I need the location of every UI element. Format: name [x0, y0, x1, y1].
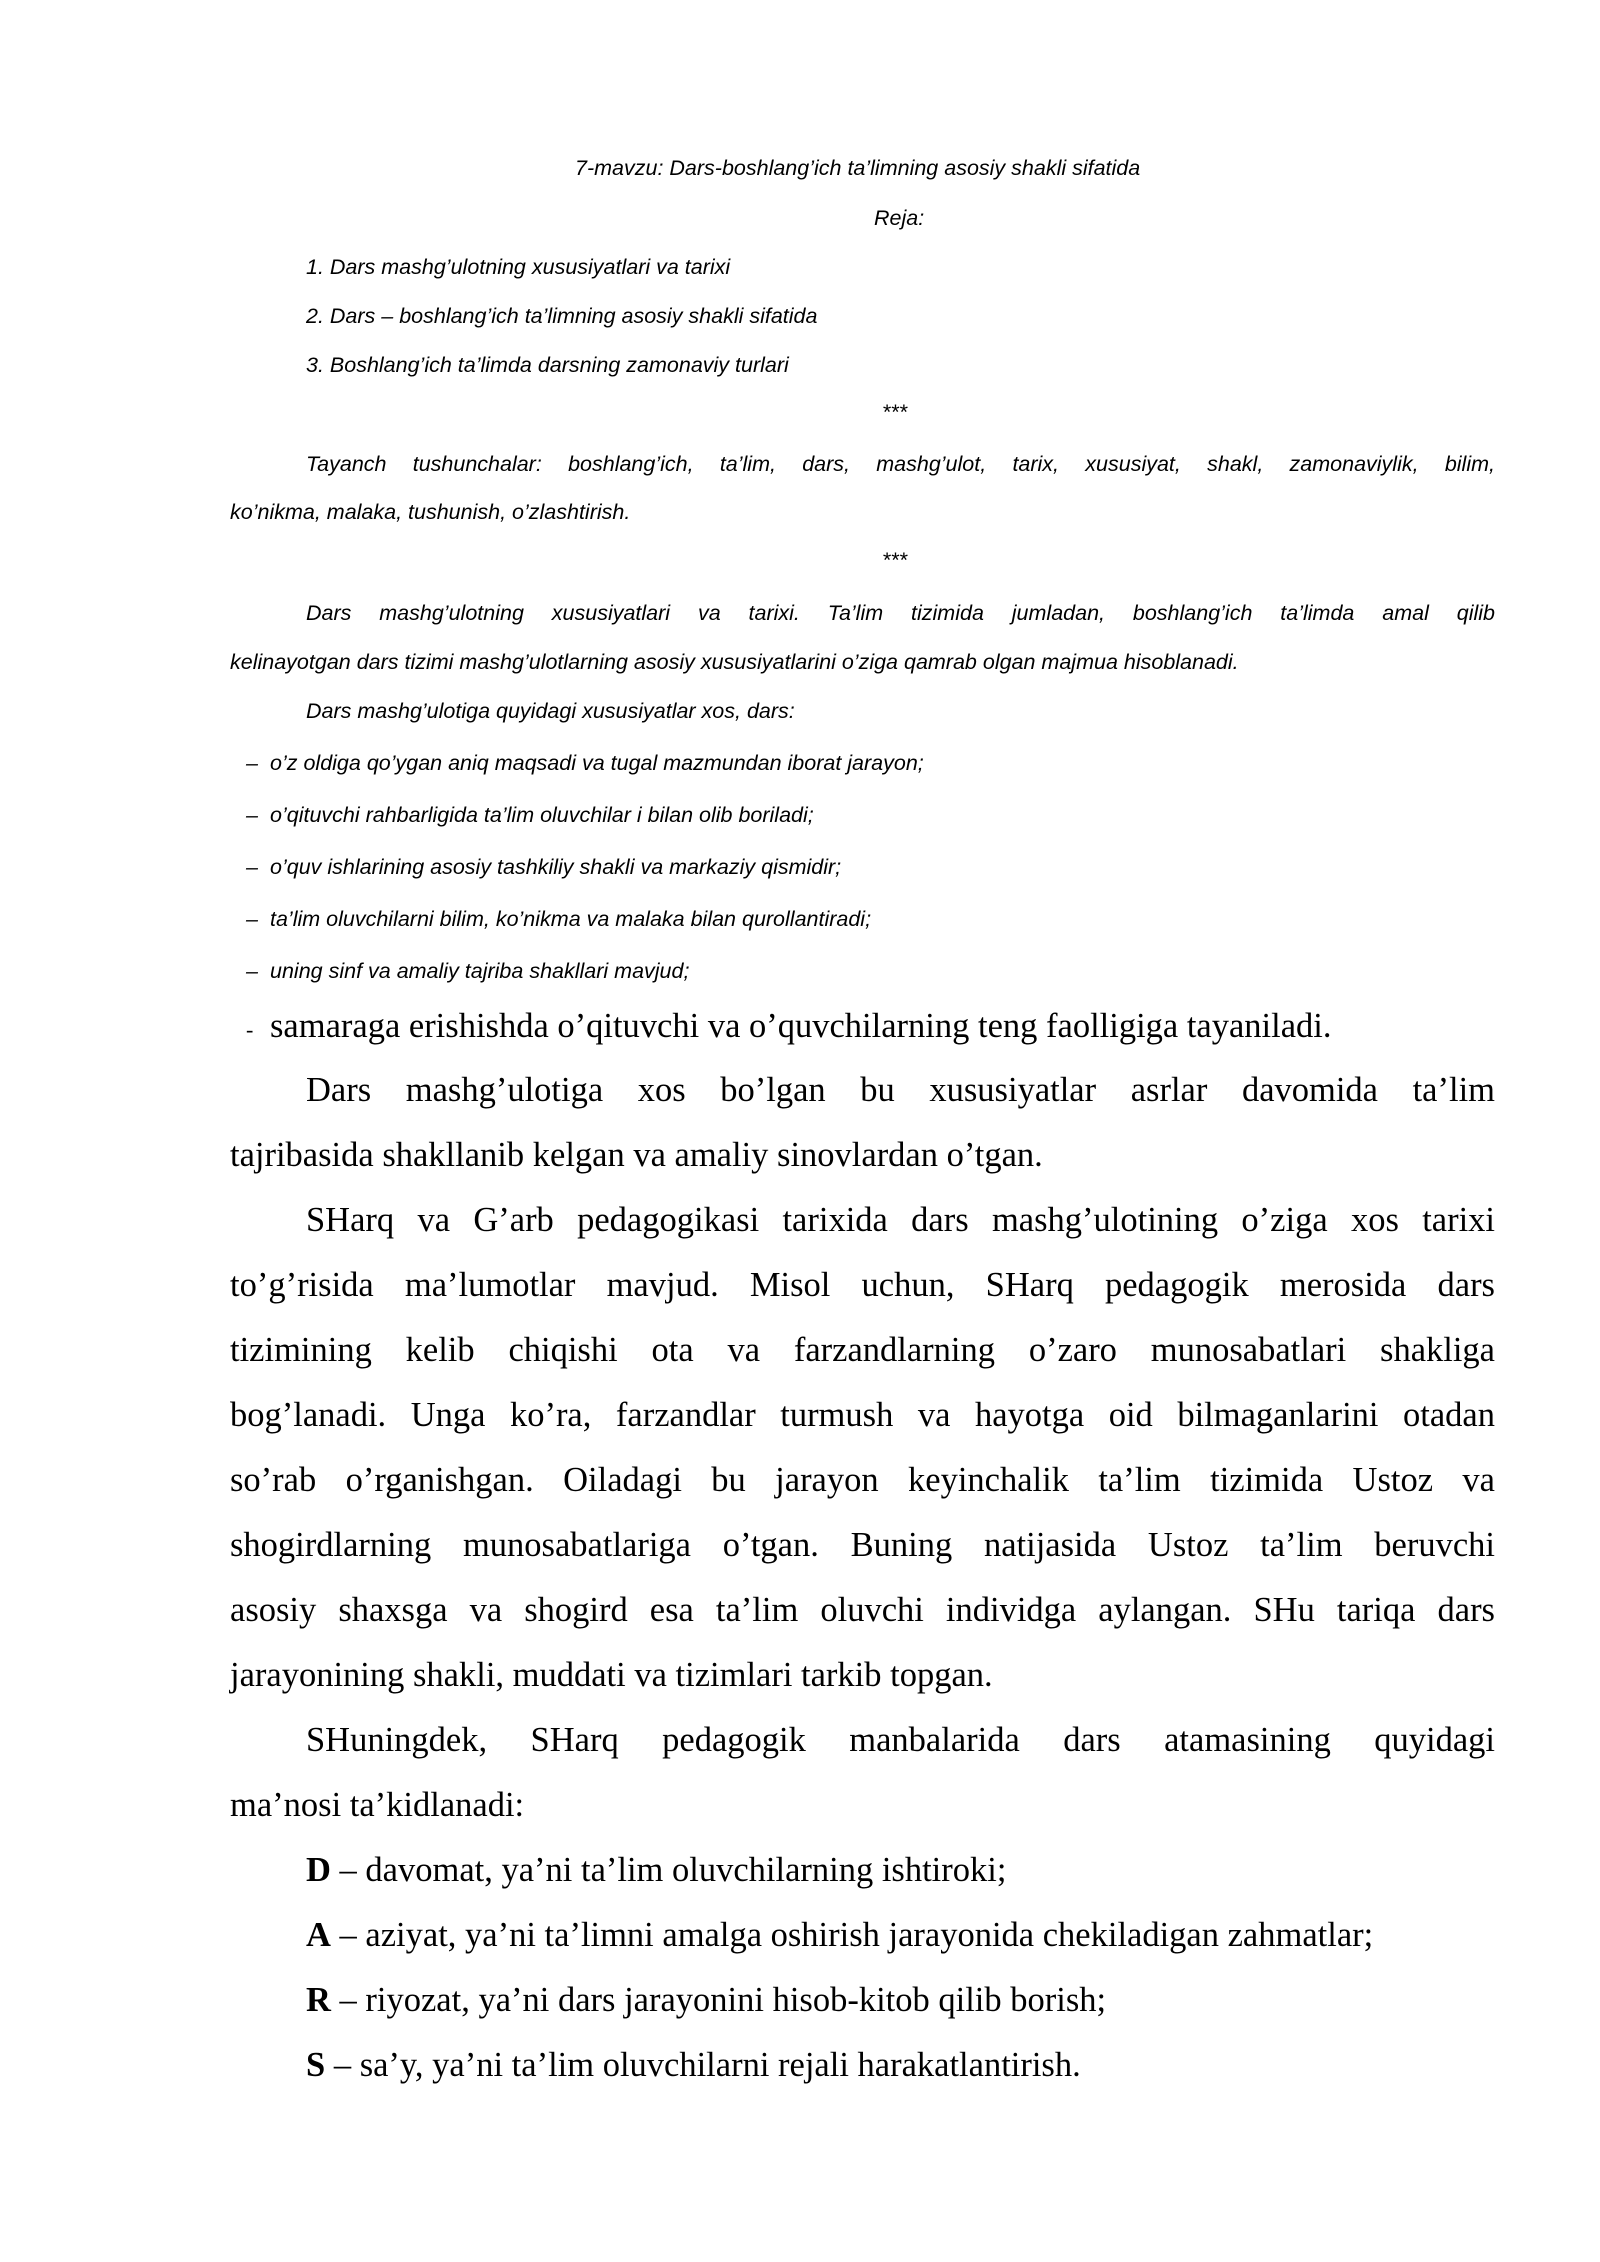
acronym-item: S – sa’y, ya’ni ta’lim oluvchilarni rejali harakatlantirish. — [306, 2046, 1081, 2084]
paragraph-line: to’g’risida ma’lumotlar mavjud. Misol uchun, SHarq pedagogik merosida dars — [230, 1266, 1495, 1304]
acronym-item: R – riyozat, ya’ni dars jarayonini hisob-kitob qilib borish; — [306, 1981, 1107, 2019]
paragraph-line: so’rab o’rganishgan. Oiladagi bu jarayon keyinchalik ta’lim tizimida Ustoz va — [230, 1461, 1495, 1499]
separator: *** — [882, 400, 908, 424]
paragraph-line: Dars mashg’ulotiga xos bo’lgan bu xususiyatlar asrlar davomida ta’lim — [306, 1071, 1495, 1109]
feature-item-last: - samaraga erishishda o’qituvchi va o’quvchilarning teng faolligiga tayaniladi. — [246, 1007, 1332, 1045]
paragraph-line: jarayonining shakli, muddati va tizimlari tarkib topgan. — [230, 1656, 993, 1694]
paragraph-line: shogirdlarning munosabatlariga o’tgan. Buning natijasida Ustoz ta’lim beruvchi — [230, 1526, 1495, 1564]
paragraph-line: SHuningdek, SHarq pedagogik manbalarida dars atamasining quyidagi — [306, 1721, 1495, 1759]
document-title: 7-mavzu: Dars-boshlang’ich ta’limning asosiy shakli sifatida — [575, 156, 1141, 180]
keywords-line: Tayanch tushunchalar: boshlang’ich, ta’lim, dars, mashg’ulot, tarix, xususiyat, shakl, zamonaviylik, bilim, — [306, 452, 1495, 476]
acronym-item: D – davomat, ya’ni ta’lim oluvchilarning ishtiroki; — [306, 1851, 1007, 1889]
feature-item: – uning sinf va amaliy tajriba shakllari mavjud; — [246, 959, 690, 983]
features-intro: Dars mashg’ulotiga quyidagi xususiyatlar xos, dars: — [306, 699, 795, 723]
paragraph-line: asosiy shaxsga va shogird esa ta’lim oluvchi individga aylangan. SHu tariqa dars — [230, 1591, 1495, 1629]
intro-line: kelinayotgan dars tizimi mashg’ulotlarning asosiy xususiyatlarini o’ziga qamrab olgan majmua hisoblanadi. — [230, 650, 1239, 674]
intro-line: Dars mashg’ulotning xususiyatlari va tarixi. Ta’lim tizimida jumladan, boshlang’ich ta’limda amal qilib — [306, 601, 1495, 625]
paragraph-line: tajribasida shakllanib kelgan va amaliy sinovlardan o’tgan. — [230, 1136, 1043, 1174]
feature-item: – o’qituvchi rahbarligida ta’lim oluvchilar i bilan olib boriladi; — [246, 803, 814, 827]
acronym-item: A – aziyat, ya’ni ta’limni amalga oshirish jarayonida chekiladigan zahmatlar; — [306, 1916, 1374, 1954]
paragraph-line: bog’lanadi. Unga ko’ra, farzandlar turmush va hayotga oid bilmaganlarini otadan — [230, 1396, 1495, 1434]
plan-item: 2. Dars – boshlang’ich ta’limning asosiy shakli sifatida — [306, 304, 818, 328]
plan-item: 1. Dars mashg’ulotning xususiyatlari va tarixi — [306, 255, 731, 279]
plan-heading: Reja: — [874, 206, 925, 230]
separator: *** — [882, 548, 908, 572]
paragraph-line: tizimining kelib chiqishi ota va farzandlarning o’zaro munosabatlari shakliga — [230, 1331, 1495, 1369]
feature-item: – ta’lim oluvchilarni bilim, ko’nikma va malaka bilan qurollantiradi; — [246, 907, 872, 931]
keywords-line: ko’nikma, malaka, tushunish, o’zlashtirish. — [230, 500, 631, 524]
feature-item: – o’z oldiga qo’ygan aniq maqsadi va tugal mazmundan iborat jarayon; — [246, 751, 924, 775]
plan-item: 3. Boshlang’ich ta’limda darsning zamonaviy turlari — [306, 353, 789, 377]
feature-item: – o’quv ishlarining asosiy tashkiliy shakli va markaziy qismidir; — [246, 855, 842, 879]
paragraph-line: SHarq va G’arb pedagogikasi tarixida dars mashg’ulotining o’ziga xos tarixi — [306, 1201, 1495, 1239]
paragraph-line: ma’nosi ta’kidlanadi: — [230, 1786, 525, 1824]
